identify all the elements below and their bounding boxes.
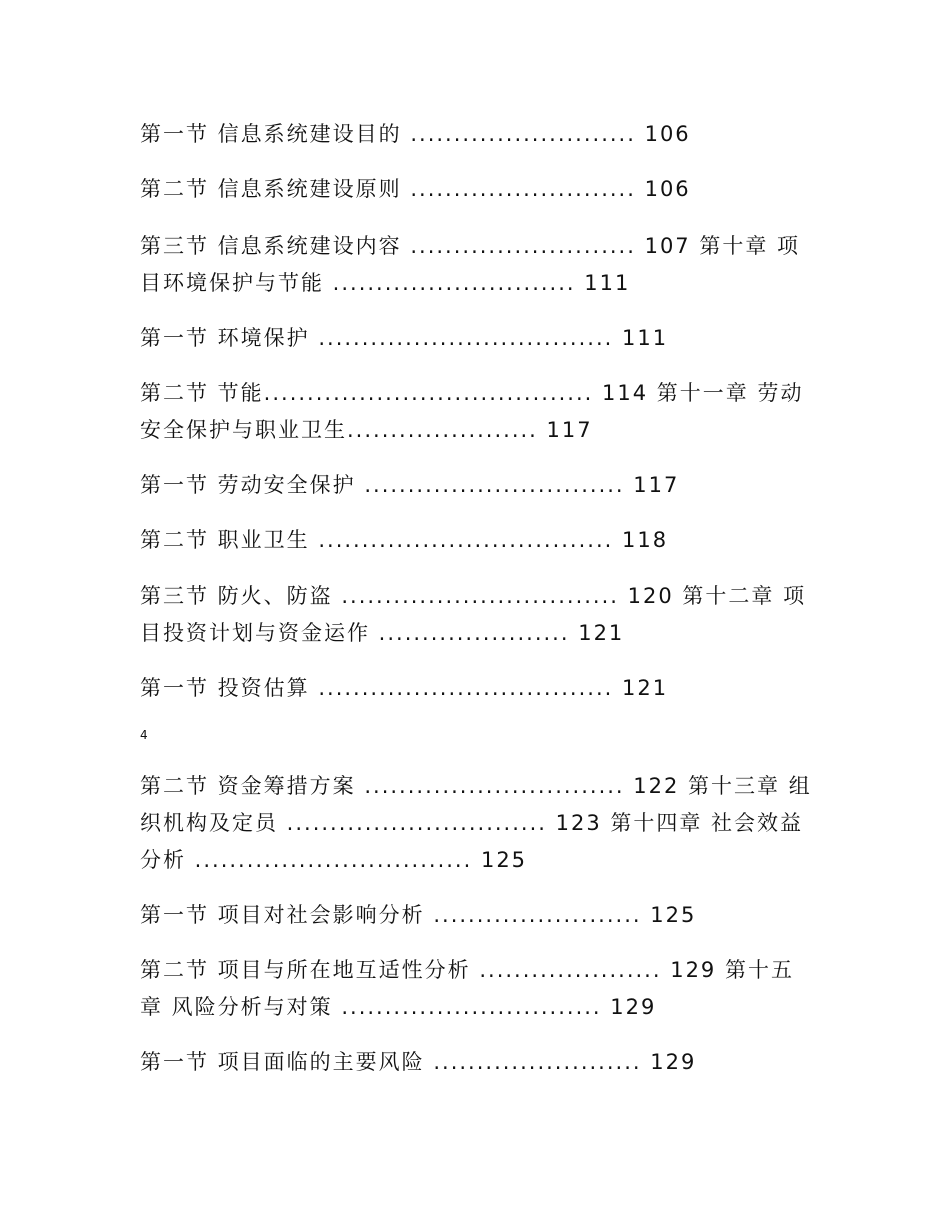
toc-line: 第一节 环境保护 .................................. 111: [140, 326, 669, 350]
toc-line: 织机构及定员 .............................. 123 第十四章 社会效益: [140, 811, 804, 835]
toc-entry: [140, 522, 820, 559]
toc-line: 目环境保护与节能 ............................ 111: [140, 271, 631, 295]
toc-entry: [140, 578, 820, 652]
toc-line: 第一节 项目对社会影响分析 ........................ 125: [140, 903, 697, 927]
toc-line: 第一节 信息系统建设目的 .......................... 106: [140, 122, 691, 146]
toc-entry: [140, 670, 820, 707]
toc-line: 第三节 信息系统建设内容 .......................... 107 第十章 项: [140, 234, 801, 258]
toc-line: 第二节 项目与所在地互适性分析 ..................... 129 第十五: [140, 958, 794, 982]
toc-line: 第二节 职业卫生 .................................. 118: [140, 528, 669, 552]
toc-entry: [140, 768, 820, 879]
toc-line: 第一节 项目面临的主要风险 ........................ 129: [140, 1050, 697, 1074]
toc-line: 目投资计划与资金运作 ...................... 121: [140, 621, 625, 645]
toc-entry: [140, 467, 820, 504]
toc-line: 第一节 投资估算 .................................. 121: [140, 676, 669, 700]
toc-line: 第二节 资金筹措方案 .............................. 122 第十三章 组: [140, 774, 812, 798]
toc-line: 章 风险分析与对策 .............................. 129: [140, 995, 657, 1019]
toc-line: 第三节 防火、防盗 ................................ 120 第十二章 项: [140, 584, 807, 608]
toc-entry: [140, 897, 820, 934]
toc-line: 第二节 节能...................................... 114 第十一章 劳动: [140, 381, 804, 405]
toc-entry: [140, 116, 820, 153]
toc-line: 分析 ................................ 125: [140, 848, 528, 872]
toc-entry: [140, 320, 820, 357]
toc-page: [140, 0, 820, 1230]
toc-entry: [140, 1044, 820, 1081]
toc-line: 安全保护与职业卫生...................... 117: [140, 418, 593, 442]
toc-line: 第一节 劳动安全保护 .............................. 117: [140, 473, 680, 497]
toc-entry: [140, 952, 820, 1026]
toc-entry: [140, 171, 820, 208]
toc-line: 第二节 信息系统建设原则 .......................... 106: [140, 177, 691, 201]
toc-entry: [140, 228, 820, 302]
page-number: 4: [140, 728, 148, 742]
toc-entry: [140, 375, 820, 449]
